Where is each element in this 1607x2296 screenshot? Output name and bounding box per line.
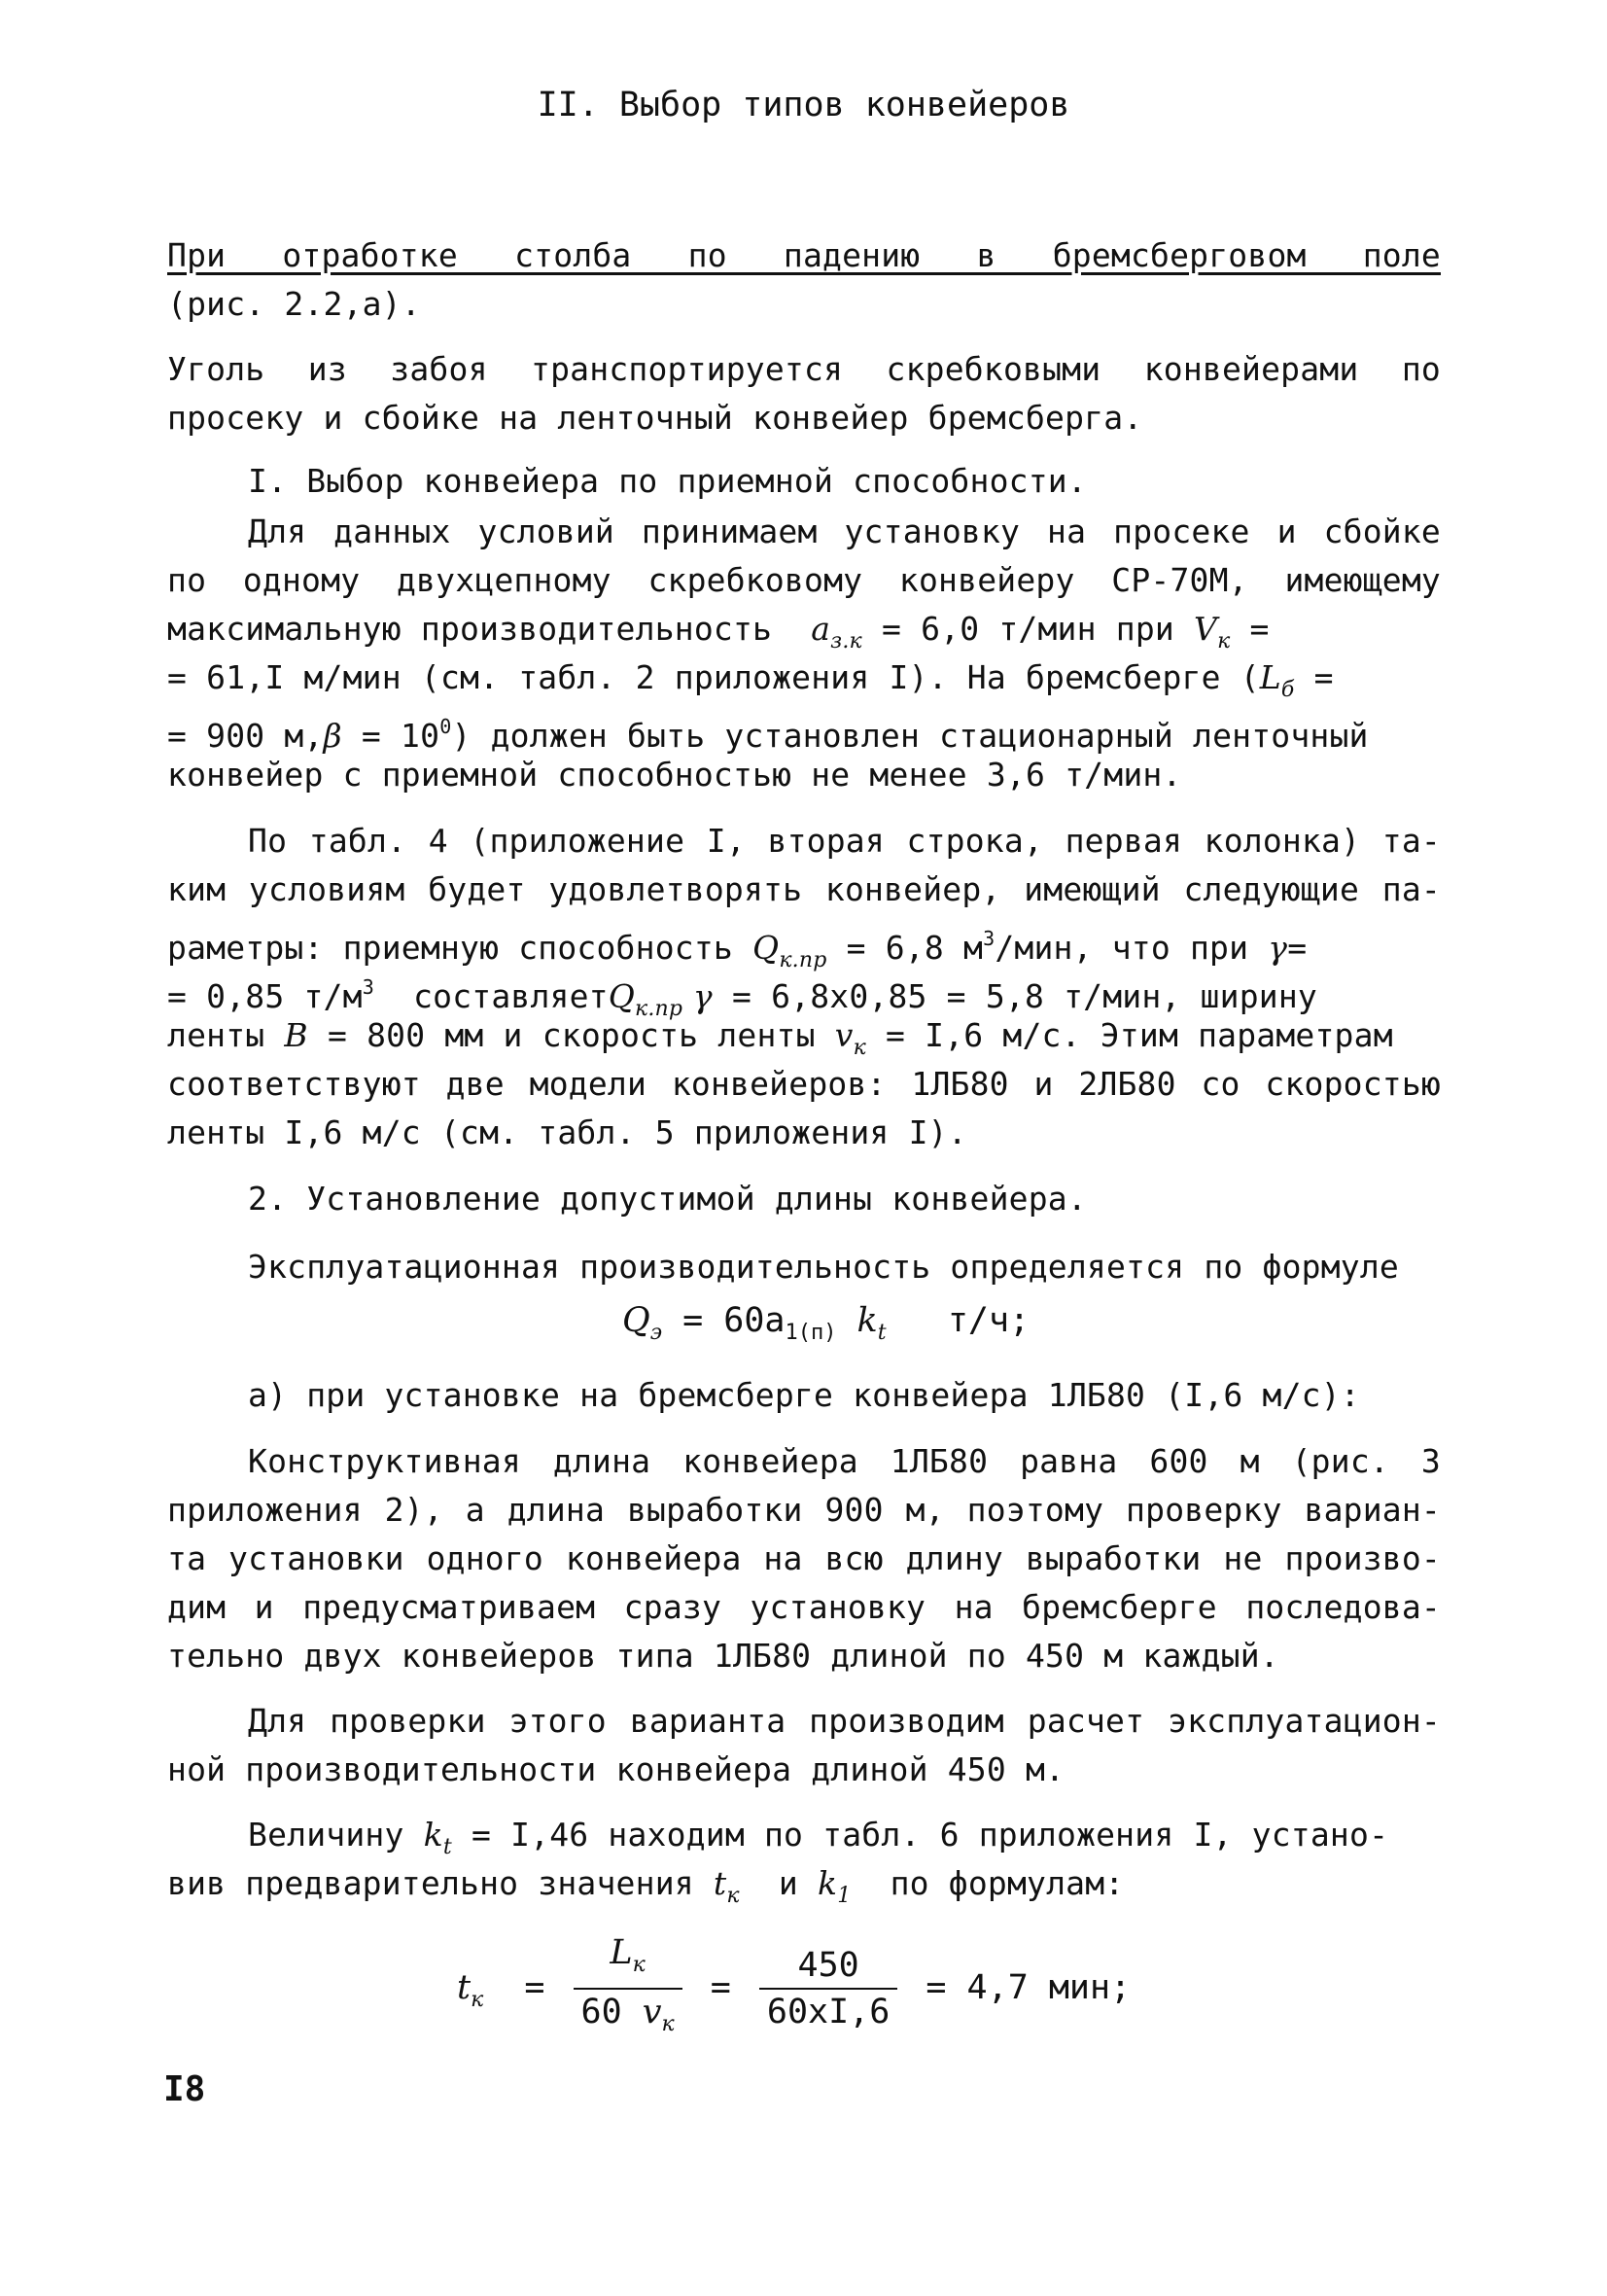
para7-line1: Для проверки этого варианта производим расчет эксплуатацион- [248, 1702, 1441, 1740]
symbol-Q-kpr-gamma: $Q_{к.пр}$ γ [608, 977, 713, 1021]
para3-line6: конвейер с приемной способностью не менее 3,6 т/мин. [167, 756, 1182, 794]
para8-line2: вив предварительно значения $t_к$ и $k_1$ по формулам: [167, 1864, 1125, 1908]
para3-line3: максимальную производительность $a_{з.к} = 6,0$ т/мин при $V_к$ = [167, 610, 1270, 653]
section2-title: 2. Установление допустимой длины конвейера. [248, 1180, 1087, 1218]
para4-line4: = 0,85 $т/м^3$ составляетQ$_{к.пр}$ γ = 6,8x0,85 = 5,8 т/мин, ширину [167, 975, 1317, 1021]
para6-line2: приложения 2), а длина выработки 900 м, поэтому проверку вариан- [167, 1491, 1441, 1529]
symbol-v-k-2: $v_к$ [834, 1016, 866, 1060]
para3-line5: = 900 $м,\beta = 10^0$) должен быть установлен стационарный ленточный [167, 715, 1369, 755]
para8-line1: Величину $k_t = I,46$ находим по табл. 6 приложения I, устано- [248, 1816, 1389, 1859]
symbol-B: B [284, 1016, 308, 1054]
symbol-t-k: $t_к$ [713, 1864, 740, 1908]
para1-line2: (рис. 2.2,а). [167, 285, 421, 323]
fraction-450-over-96: $\frac{450}{60xI,6}$ [759, 1943, 897, 2034]
para6-line4: дим и предусматриваем сразу установку на бремсберге последова- [167, 1588, 1441, 1626]
section1-title: I. Выбор конвейера по приемной способности. [248, 462, 1087, 500]
para4-line5: ленты B = 800 мм и скорость ленты $v_к = I,6$ м/с. Этим параметрам [167, 1016, 1393, 1060]
symbol-Q-kpr: $Q_{к.пр}$ [752, 929, 827, 972]
symbol-k-t: $k_t$ [423, 1816, 452, 1859]
para5-line1: Эксплуатационная производительность определяется по формуле [248, 1248, 1399, 1286]
para4-line7: ленты I,6 м/с (см. табл. 5 приложения I). [167, 1113, 967, 1151]
para3-line1: Для данных условий принимаем установку на просеке и сбойке [248, 512, 1441, 550]
symbol-k-1: $k_1$ [818, 1864, 852, 1908]
fraction-L-over-60v: $\frac{L_к}{60 v_к}$ [574, 1930, 682, 2047]
symbol-a-zk: $a_{з.к}$ [811, 610, 862, 653]
para3-line2: по одному двухцепному скребковому конвейеру СР-70М, имеющему [167, 561, 1441, 599]
para3-line4: = 61,I м/мин (см. табл. 2 приложения I). На бремсберге ($L_б$ = [167, 658, 1334, 702]
para2-line2: просеку и сбойке на ленточный конвейер бремсберга. [167, 399, 1143, 437]
formula-productivity: $Q_э = 60a_{1(п)}$ $k_t$ т/ч; [622, 1301, 1031, 1345]
section-heading: II. Выбор типов конвейеров [537, 86, 1070, 124]
para2-line1: Уголь из забоя транспортируется скребковыми конвейерами по [167, 350, 1441, 388]
page-number: I8 [163, 2069, 206, 2109]
para4-line3: раметры: приемную способность $Q_{к.пр} = 6,8$ $м^3$/мин, что при γ= [167, 927, 1308, 972]
para4-line6: соответствуют две модели конвейеров: 1ЛБ80 и 2ЛБ80 со скоростью [167, 1065, 1441, 1103]
symbol-v-k: $V_к$ [1194, 610, 1231, 653]
para1-line1: При отработке столба по падению в бремсберговом поле [167, 236, 1441, 274]
para4-line1: По табл. 4 (приложение I, вторая строка, первая колонка) та- [248, 822, 1441, 860]
para6-line3: та установки одного конвейера на всю длину выработки не произво- [167, 1539, 1441, 1577]
para6-line5: тельно двух конвейеров типа 1ЛБ80 длиной по 450 м каждый. [167, 1637, 1279, 1675]
para4-line2: ким условиям будет удовлетворять конвейер, имеющий следующие па- [167, 870, 1441, 908]
para7-line2: ной производительности конвейера длиной 450 м. [167, 1750, 1066, 1788]
symbol-beta: β [323, 717, 342, 755]
symbol-L-b: $L_б$ [1259, 658, 1295, 702]
para6-line1: Конструктивная длина конвейера 1ЛБ80 равна 600 м (рис. 3 [248, 1442, 1441, 1480]
symbol-gamma: γ [1268, 929, 1288, 967]
case-a-line: а) при установке на бремсберге конвейера 1ЛБ80 (I,6 м/с): [248, 1376, 1360, 1414]
formula-tk: $t_к$ = $\frac{L_к}{60 v_к}$ = $\frac{450}{60xI,6}$ = 4,7 мин; [457, 1930, 1131, 2047]
